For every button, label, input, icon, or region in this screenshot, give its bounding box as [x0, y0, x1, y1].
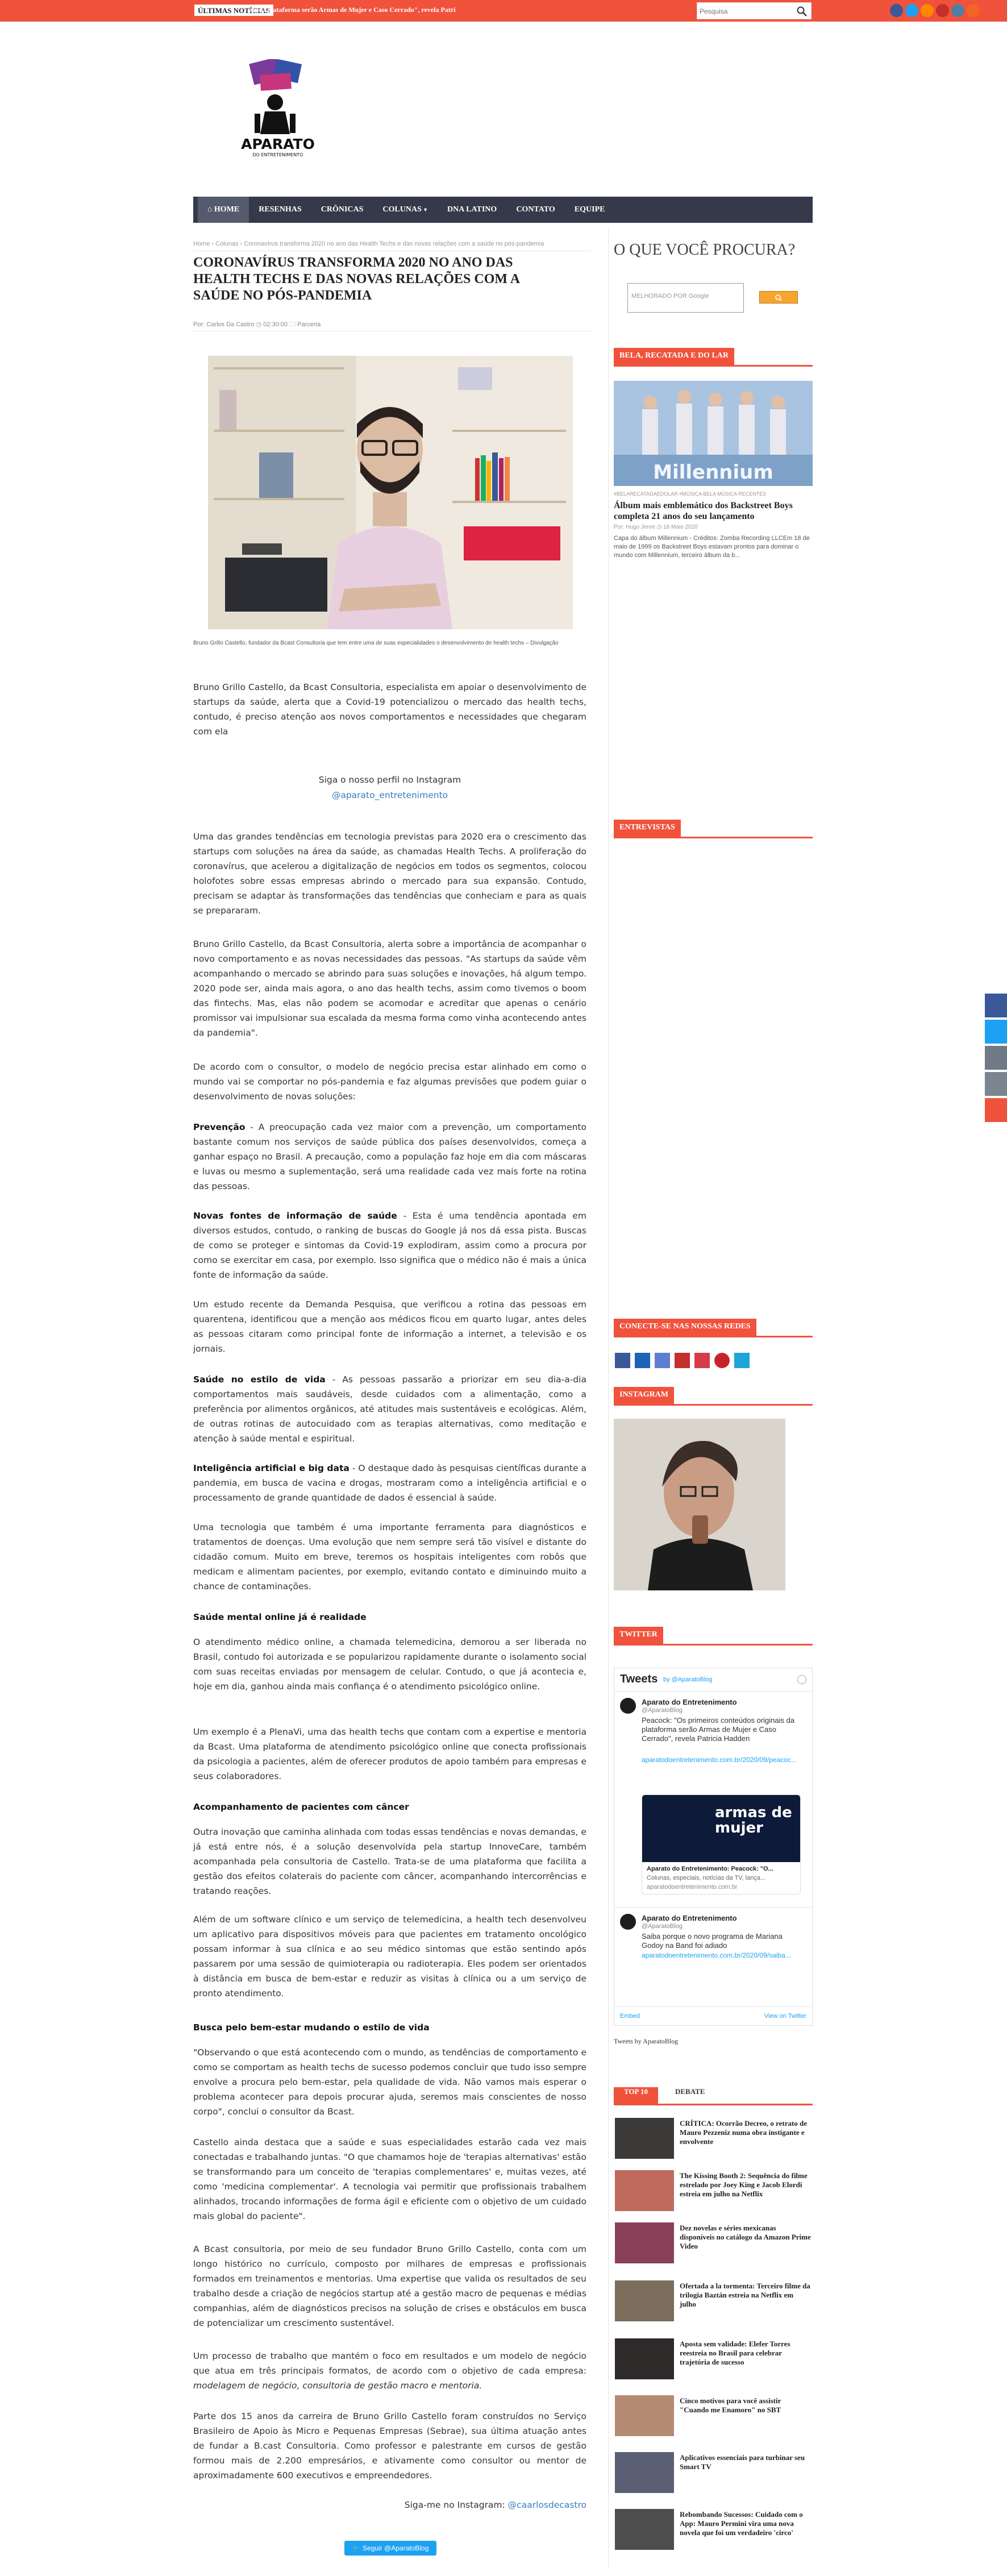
- heading-rule: [614, 1644, 813, 1646]
- embed-link[interactable]: Embed: [620, 2013, 640, 2020]
- rss-icon[interactable]: [967, 4, 980, 17]
- twitter-icon[interactable]: [655, 1353, 670, 1368]
- topic-prevention: Prevenção: [193, 1122, 245, 1132]
- top-search-box: [697, 2, 812, 19]
- breadcrumb[interactable]: Home › Colunas › Coronavírus transforma 2020 no ano das Health Techs e das novas relações com a saúde no pós-pandemia: [193, 240, 544, 247]
- instagram-handle-link[interactable]: @aparato_entretenimento: [331, 790, 448, 800]
- twitter-bird-icon[interactable]: [734, 1353, 750, 1368]
- nav-cronicas[interactable]: CRÔNICAS: [321, 205, 364, 214]
- nav-equipe[interactable]: EQUIPE: [574, 205, 605, 214]
- tweet-text: Peacock: "Os primeiros conteúdos originais da plataforma serão Armas de Mujer e Caso Cerrado", revela Patricia Hadden: [642, 1716, 795, 1743]
- avatar[interactable]: [620, 1914, 636, 1930]
- view-on-twitter-link[interactable]: View on Twitter: [764, 2013, 806, 2020]
- logo-wordmark: APARATO: [241, 136, 315, 152]
- post-tags: #BELARECATADAEDOLAR #MÚSICA BELA MÚSICA RECENTES: [614, 491, 767, 497]
- divider: [614, 1691, 813, 1692]
- tweets-title: Tweets: [620, 1673, 658, 1685]
- heading-rule: [614, 837, 813, 838]
- photo-illustration: [208, 356, 573, 629]
- card-desc: Colunas, especiais, notícias da TV, lança...: [647, 1875, 766, 1881]
- popular-thumb: [615, 2395, 674, 2436]
- post-meta: Por: Hugo Jenre ◷ 18 Maio 2020: [614, 524, 698, 530]
- section-heading: Acompanhamento de pacientes com câncer: [193, 1802, 409, 1812]
- heading-rule: [614, 1404, 813, 1406]
- youtube-icon[interactable]: [936, 4, 949, 17]
- album-wordmark: Millennium: [653, 461, 773, 484]
- post-title[interactable]: Álbum mais emblemático dos Backstreet Boys completa 21 anos do seu lançamento: [614, 501, 793, 521]
- tweet-handle[interactable]: @AparatoBlog: [642, 1923, 683, 1930]
- popular-item[interactable]: [615, 2338, 813, 2383]
- news-ticker[interactable]: ais da plataforma serão Armas de Mujer e Caso Cerrado", revela Patri: [249, 6, 456, 14]
- topic-information: Novas fontes de informação de saúde: [193, 1211, 397, 1221]
- nav-contato[interactable]: CONTATO: [516, 205, 555, 214]
- google-plus-icon[interactable]: [635, 1353, 650, 1368]
- article-lead: Bruno Grillo Castello, da Bcast Consultoria, especialista em apoiar o desenvolvimento de startups da saúde, alerta que a Covid-19 potencializou o mercado das health techs, contudo, é preciso atenção aos novos comportamentos e necessidades que chegaram com ela: [193, 682, 586, 737]
- widget-redes: [614, 1319, 813, 1337]
- chevron-down-icon: ▼: [421, 207, 428, 213]
- divider: [614, 1907, 813, 1908]
- tweet-handle[interactable]: @AparatoBlog: [642, 1707, 683, 1714]
- card-title: Aparato do Entretenimento: Peacock: "O...: [647, 1865, 773, 1872]
- popular-thumb: [615, 2222, 674, 2263]
- share-email-icon[interactable]: [985, 1072, 1007, 1096]
- google-search-box[interactable]: [627, 283, 744, 313]
- widget-entrevistas: [614, 820, 813, 838]
- site-logo[interactable]: [241, 59, 315, 159]
- tweet-author[interactable]: Aparato do Entretenimento: [642, 1698, 737, 1706]
- photo-caption: Bruno Grillo Castello, fundador da Bcast Consultoria que tem entre uma de suas especialidades o desenvolvimento de health techs – Divulgação: [193, 640, 559, 646]
- popular-item[interactable]: [615, 2395, 813, 2440]
- instagram-invite: Siga o nosso perfil no Instagram: [318, 775, 461, 785]
- card-image: [642, 1795, 801, 1862]
- nav-home[interactable]: [198, 197, 249, 223]
- tab-debate[interactable]: DEBATE: [675, 2087, 705, 2096]
- popular-thumb: [615, 2170, 674, 2211]
- article-meta: Por: Carlos Da Castro ◷ 02:30:00 🗀 Parceria: [193, 321, 321, 328]
- latest-news-label: ÚLTIMAS NOTÍCIAS: [194, 5, 273, 16]
- article-paragraph: [193, 1208, 586, 1282]
- widget-twitter: [614, 1627, 813, 1646]
- author-instagram-text: Siga-me no Instagram:: [404, 2500, 508, 2510]
- facebook-icon[interactable]: [615, 1353, 630, 1368]
- instagram-photo[interactable]: [614, 1419, 785, 1590]
- widget-heading: TWITTER: [614, 1627, 663, 1644]
- paragraph-text: - O destaque dado às pesquisas científicas durante a pandemia, em busca de vacina e drogas, mostraram como a inteligência artificial e o processamento de grande quantidade de dados é essencial à saúde.: [193, 1463, 587, 1503]
- popular-item[interactable]: [615, 2452, 813, 2496]
- popular-item[interactable]: [615, 2509, 813, 2553]
- avatar[interactable]: [620, 1698, 636, 1714]
- share-more-icon[interactable]: [985, 1098, 1007, 1122]
- article-paragraph: "Observando o que está acontecendo com o mundo, as tendências de comportamento e como se comportam as health techs de sucesso podemos concluir que tudo isso sempre envolve a procura pelo bem-estar, pela qualidade de vida. Não vamos mais esperar o problema acontecer para depois procurar ajuda, seremos mais conscientes de nosso corpo", conclui o consultor da Bcast.: [193, 2047, 586, 2117]
- widget-heading: ENTREVISTAS: [614, 820, 681, 837]
- article-paragraph: Castello ainda destaca que a saúde e suas especialidades estarão cada vez mais conectadas e trabalhando juntas. "O que chamamos hoje de 'terapias alternativas' estão se transformando para um conceito de 'terapias complementares' e, muitas vezes, até como 'medicina complementar'. A tecnologia vai permitir que profissionais trabalhem alinhados, trocando informações de forma ágil e eficiente com o objetivo de um cuidado mais global do paciente".: [193, 2137, 586, 2221]
- column-divider: [608, 227, 609, 2569]
- article-paragraph: De acordo com o consultor, o modelo de negócio precisa estar alinhado em como o mundo vai se comportar no pós-pandemia e faz algumas previsões que podem guiar o desenvolvimento de novas soluções:: [193, 1062, 586, 1102]
- section-heading: Busca pelo bem-estar mudando o estilo de vida: [193, 2022, 430, 2033]
- popular-title: Dez novelas e séries mexicanas disponíveis no catálogo da Amazon Prime Video: [680, 2224, 811, 2250]
- article-paragraph: O atendimento médico online, a chamada telemedicina, demorou a ser liberada no Brasil, contudo foi autorizada e se popularizou rapidamente durante o isolamento social com suas receitas enviadas por mensagem de celular. Contudo, o que já acontecia e, hoje em dia, ganhou ainda mais confiança é o atendimento psicológico online.: [193, 1637, 586, 1692]
- popular-thumb: [615, 2280, 674, 2321]
- article-paragraph: [193, 2349, 586, 2393]
- paragraph-italic: modelagem de negócio, consultoria de gestão macro e mentoria.: [193, 2380, 482, 2391]
- search-icon[interactable]: [796, 6, 808, 17]
- info-icon[interactable]: [797, 1675, 806, 1684]
- popular-thumb: [615, 2509, 674, 2550]
- top-bar: [0, 0, 1007, 22]
- author-instagram: [193, 2498, 586, 2512]
- tab-top10[interactable]: TOP 10: [614, 2087, 658, 2105]
- article-paragraph: Um exemplo é a PlenaVi, uma das health techs que contam com a expertise e mentoria da Bcast. Uma plataforma de atendimento psicológico online que conecta profissionais da psicologia a pacientes, além de oferecer produtos de apoio também para empresas e seus colaboradores.: [193, 1727, 586, 1781]
- popular-title: Cinco motivos para você assistir "Cuando me Enamoro" no SBT: [680, 2396, 781, 2414]
- popular-title: Aposta sem validade: Elefer Torres reestreia no Brasil para celebrar trajetória de sucesso: [680, 2340, 790, 2366]
- instagram-icon[interactable]: [694, 1353, 710, 1368]
- google-search-button[interactable]: [759, 291, 798, 304]
- google-search-input[interactable]: MELHORADO POR Google: [631, 293, 709, 300]
- nav-colunas-label: COLUNAS: [382, 205, 422, 214]
- popular-item[interactable]: [615, 2170, 813, 2214]
- author-instagram-link[interactable]: @caarlosdecastro: [507, 2500, 586, 2510]
- tweet-author[interactable]: Aparato do Entretenimento: [642, 1914, 737, 1922]
- tweet-link[interactable]: aparatodoentretenimento.com.br/2020/09/saiba...: [642, 1951, 791, 1959]
- article-paragraph: Um estudo recente da Demanda Pesquisa, que verificou a rotina das pessoas em quarentena, identificou que a menção aos médicos ficou em quarto lugar, antes deles as pessoas citaram como principal fonte de informação a internet, a televisão e os jornais.: [193, 1299, 586, 1354]
- popular-tabs: [614, 2087, 813, 2105]
- sidebar-search-title: O QUE VOCÊ PROCURA?: [614, 241, 796, 259]
- article-title: CORONAVÍRUS TRANSFORMA 2020 NO ANO DAS HEALTH TECHS E DAS NOVAS RELAÇÕES COM A SAÚDE NO PÓS-PANDEMIA: [193, 255, 519, 303]
- popular-title: The Kissing Booth 2: Sequência do filme estrelado por Joey King e Jacob Elordi estreia em julho na Netflix: [680, 2171, 808, 2198]
- instagram-photo-art: [614, 1419, 785, 1590]
- popular-item[interactable]: [615, 2118, 813, 2162]
- paragraph-text: - Esta é uma tendência apontada em diversos estudos, contudo, o ranking de buscas do Google já nos dá essa pista. Buscas de como se proteger e sintomas da Covid-19 explodiram, assim como a procura por como se exercitar em casa, por exemplo. Isso significa que o médico não é mais a única fonte de informação da saúde.: [193, 1211, 586, 1280]
- follow-label: Seguir @AparatoBlog: [363, 2544, 429, 2552]
- card-site: aparatodoentretenimento.com.br: [647, 1884, 738, 1891]
- widget-bela: [614, 348, 813, 367]
- nav-dna-latino[interactable]: DNA LATINO: [447, 205, 497, 214]
- top-social-icons: [890, 4, 980, 17]
- article-paragraph: [193, 1461, 586, 1505]
- popular-title: Aplicativos essenciais para turbinar seu Smart TV: [680, 2453, 805, 2471]
- album-art: [614, 381, 813, 486]
- widget-heading: INSTAGRAM: [614, 1387, 674, 1404]
- article-paragraph: Parte dos 15 anos da carreira de Bruno Grillo Castello foram construídos no Serviço Brasileiro de Apoio às Micro e Pequenas Empresas (Sebrae), sua última atuação antes de fundar a B.cast Consultoria. Como professor e palestrante em cursos de gestão formou mais de 2.200 empresários, e ativamente como consultor ou mentor de aproximadamente 600 executivos e empreendedores.: [193, 2411, 586, 2481]
- tweets-by-link[interactable]: by @AparatoBlog: [663, 1676, 713, 1683]
- nav-colunas[interactable]: [373, 197, 438, 223]
- youtube-icon[interactable]: [675, 1353, 690, 1368]
- article-paragraph: [193, 1372, 586, 1446]
- post-excerpt: Capa do álbum Millennium - Créditos: Zomba Recording LLCEm 18 de maio de 1999 os Backstreet Boys estavam prontos para dominar o mundo com Millennium, terceiro álbum da b...: [614, 535, 810, 559]
- article-paragraph: Bruno Grillo Castello, da Bcast Consultoria, alerta sobre a importância de acompanhar o novo comportamento e as novas necessidades das pessoas. "As startups da saúde vêm acompanhando o mercado se abrindo para suas soluções e inovações, há algum tempo. 2020 pode ser, ainda mais agora, o ano das health techs, assim como tivemos o boom das fintechs. Mas, elas não podem se acomodar e acreditar que apenas o cenário promissor vai impulsionar sua escalada da mesma forma como vinha acontecendo antes da pandemia".: [193, 939, 586, 1038]
- sidebar-search-title-wrap: [614, 241, 813, 259]
- twitter-icon[interactable]: [905, 4, 918, 17]
- paragraph-text: - A preocupação cada vez maior com a prevenção, um comportamento bastante comum nos serviços de saúde pública dos países desenvolvidos, começa a ganhar espaço no Brasil. A precaução, como a população faz hoje em dia com máscaras e luvas ou mesmo a suplementação, será uma realidade cada vez mais forte na rotina das pessoas.: [193, 1122, 586, 1191]
- popular-item[interactable]: [615, 2280, 813, 2325]
- instagram-icon[interactable]: [951, 4, 964, 17]
- topic-lifestyle: Saúde no estilo de vida: [193, 1374, 326, 1385]
- popular-thumb: [615, 2118, 674, 2159]
- tweet-card[interactable]: [642, 1794, 801, 1894]
- widget-heading: BELA, RECATADA E DO LAR: [614, 348, 734, 365]
- heading-rule: [614, 1336, 813, 1337]
- nav-home-label: HOME: [214, 205, 240, 214]
- twitter-timeline: [614, 1668, 813, 2026]
- divider: [614, 2006, 813, 2007]
- section-heading: Saúde mental online já é realidade: [193, 1612, 367, 1622]
- article-photo: [208, 356, 573, 629]
- share-twitter-icon[interactable]: [985, 1020, 1007, 1044]
- paragraph-text: Um processo de trabalho que mantém o foco em resultados e um modelo de negócio que atua em três principais formatos, de acordo com o objetivo de cada empresa:: [193, 2351, 586, 2376]
- twitter-bird-icon: 🐦: [352, 2544, 363, 2552]
- social-icons-row: [615, 1353, 750, 1368]
- logo-tagline: DO ENTRETENIMENTO: [252, 152, 303, 157]
- search-icon: [760, 292, 798, 304]
- article-paragraph: A Bcast consultoria, por meio de seu fundador Bruno Grillo Castello, conta com um longo histórico no currículo, composto por milhares de empresas e profissionais formados em treinamentos e mentorias. Uma expertise que valida os resultados de seu trabalho desde a criação de negócios startup até a gestão macro de pequenas e médias companhias, além de diagnósticos precisos na solução de crises e obstáculos em busca de potencializar um crescimento sustentável.: [193, 2244, 586, 2328]
- soundcloud-icon[interactable]: [921, 4, 934, 17]
- article-paragraph: [193, 1120, 586, 1194]
- article-paragraph: Uma tecnologia que também é uma importante ferramenta para diagnósticos e tratamentos de doenças. Uma evolução que nem sempre será tão visível e distante do cidadão comum. Muito em breve, teremos os hospitais inteligentes com robôs que medicam e alimentam pacientes, por exemplo, evitando contato e diminuindo muito a chance de contaminações.: [193, 1522, 586, 1592]
- home-icon: ⌂: [207, 205, 214, 214]
- heading-rule: [614, 365, 813, 367]
- tweet-text: Saiba porque o novo programa de Mariana Godoy na Band foi adiado: [642, 1932, 783, 1950]
- popular-thumb: [615, 2452, 674, 2493]
- nav-resenhas[interactable]: RESENHAS: [259, 205, 302, 214]
- widget-instagram: [614, 1387, 813, 1406]
- twitter-follow-button[interactable]: [344, 2541, 436, 2556]
- tweet-link[interactable]: aparatodoentretenimento.com.br/2020/09/peacoc...: [642, 1756, 797, 1764]
- article-paragraph: Uma das grandes tendências em tecnologia previstas para 2020 era o crescimento das startups com soluções na área da saúde, as chamadas Health Techs. A proliferação do coronavírus, que acelerou a digitalização de negócios em todos os segmentos, colocou holofotes sobre essas empresas abrindo o mercado para sua expansão. Contudo, precisam se adaptar às transformações das tendências que conheciam e para as quais se prepararam.: [193, 832, 586, 916]
- article-paragraph: Outra inovação que caminha alinhada com todas essas tendências e novas demandas, e já está entre nós, é a solução desenvolvida pela startup InnoveCare, também acompanhada pela consultoria de Castello. Trata-se de uma plataforma que facilita a gestão dos efeitos colaterais do paciente com câncer, acompanhando intercorrências e tratando reações.: [193, 1827, 586, 1896]
- card-brand: armas de mujer: [715, 1804, 792, 1837]
- widget-heading: CONECTE-SE NAS NOSSAS REDES: [614, 1319, 756, 1336]
- top-search-input[interactable]: [700, 6, 790, 17]
- paragraph-text: - As pessoas passarão a priorizar em seu dia-a-dia comportamentos mais saudáveis, desde cuidados com a alimentação, como a preferência por alimentos orgânicos, até atitudes mais sustentáveis e ecológicas. Além, de outras rotinas de autocuidado com as terapias alternativas, como meditação e atenção à saúde mental e espiritual.: [193, 1374, 586, 1444]
- article-paragraph: Além de um software clínico e um serviço de telemedicina, a health tech desenvolveu um aplicativo para dispositivos móveis para que pacientes em tratamento oncológico possam informar à sua clínica e ao seu médico sintomas que estão sentindo após passarem por uma sessão de quimioterapia ou radioterapia. Eles podem ser orientados à distância em busca de bem-estar e reduzir as visitas à clínica ou a um serviço de pronto atendimento.: [193, 1914, 586, 1999]
- main-nav: [193, 197, 813, 223]
- backstreet-album-image[interactable]: [614, 381, 813, 486]
- popular-title: Rebombando Sucessos: Cuidado com o App: Mauro Permini vira uma nova novela que foi um verdadeiro 'circo': [680, 2510, 803, 2537]
- popular-title: Ofertada a la tormenta: Terceiro filme da trilogia Baztán estreia na Netflix em julho: [680, 2282, 810, 2308]
- popular-thumb: [615, 2338, 674, 2379]
- topic-ai: Inteligência artificial e big data: [193, 1463, 349, 1473]
- popular-title: CRÍTICA: Ocorrão Decreo, o retrato de Mauro Pezzeniz numa obra instigante e envolvente: [680, 2119, 808, 2146]
- popular-item[interactable]: [615, 2222, 813, 2267]
- facebook-icon[interactable]: [890, 4, 903, 17]
- pinterest-icon[interactable]: [714, 1353, 730, 1368]
- tweets-footer-link[interactable]: Tweets by AparatoBlog: [614, 2037, 679, 2045]
- share-facebook-icon[interactable]: [985, 994, 1007, 1017]
- share-print-icon[interactable]: [985, 1046, 1007, 1070]
